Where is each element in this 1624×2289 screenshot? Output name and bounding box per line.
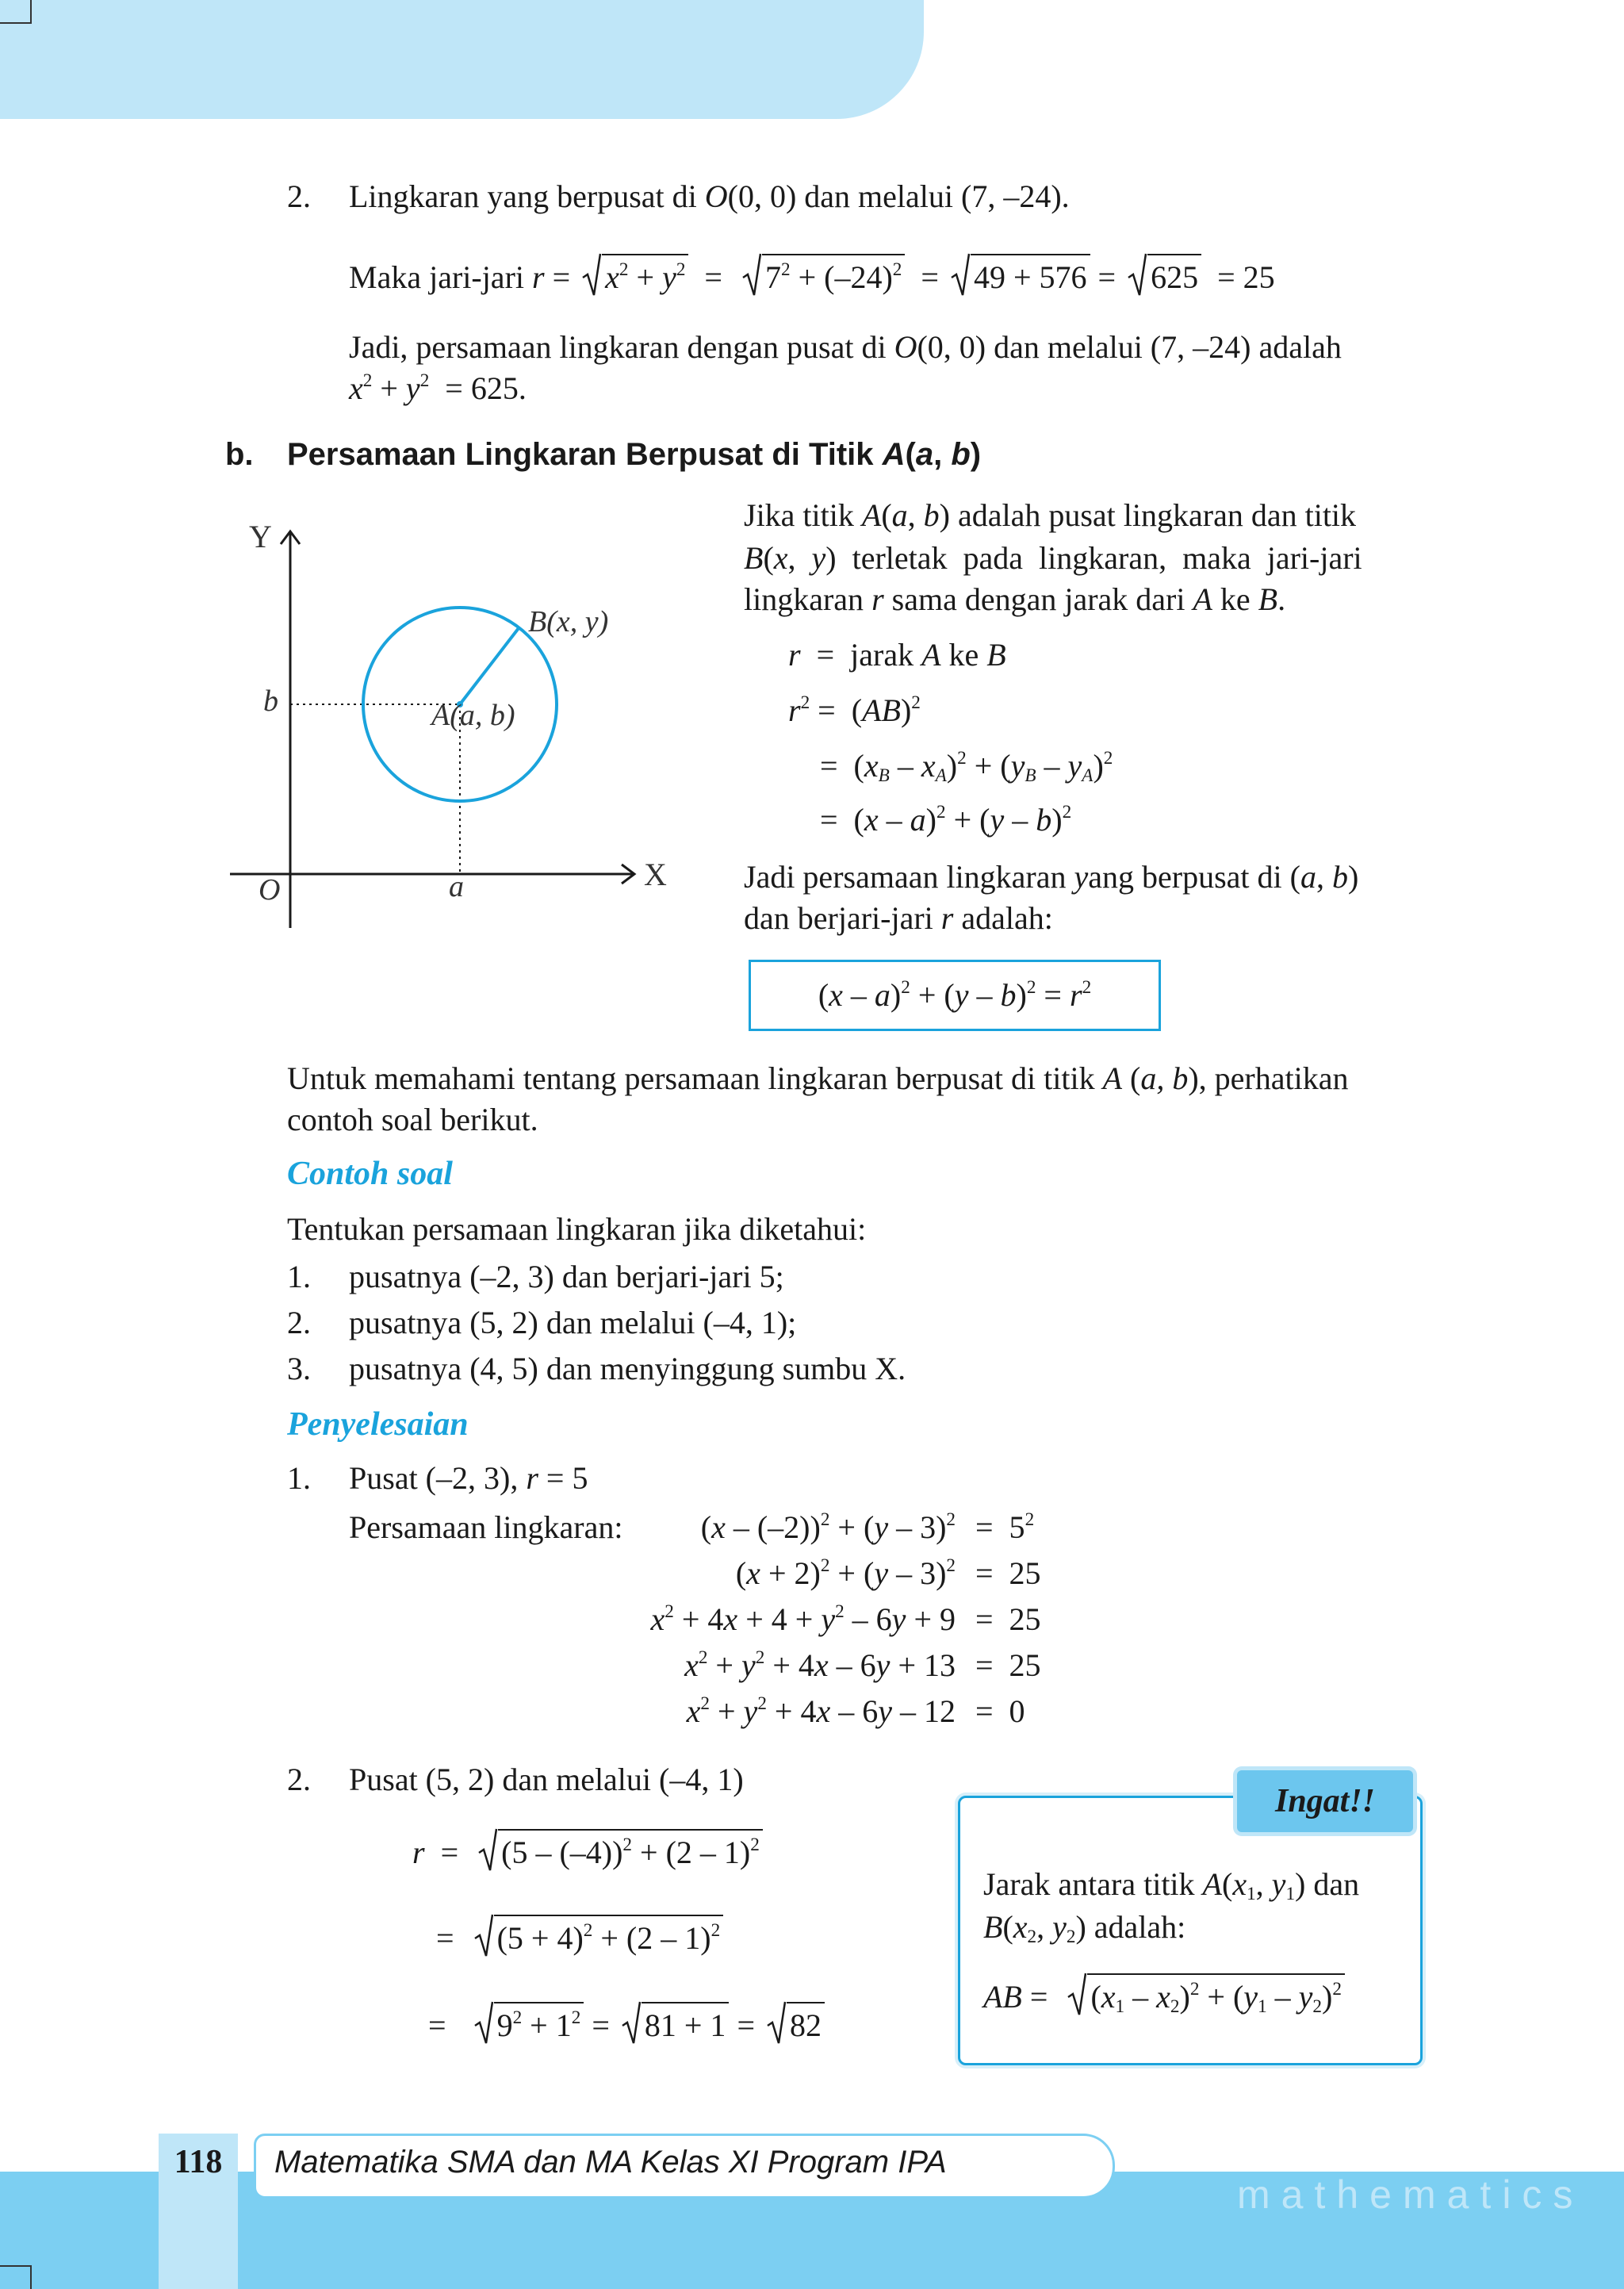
sqrt-radical: $(5 + 4)^2 + (2 - 1)^2$ (473, 1915, 724, 1959)
sqrt-radical: (5 – (–4))$^2$ + (2 – 1)$^2$ (477, 1829, 763, 1873)
label-point-A: A(a, b) (431, 699, 515, 732)
label-a: a (449, 870, 464, 903)
intro-line1: Untuk memahami tentang persamaan lingkaran berpusat di titik A (a, b), perhatikan (287, 1060, 1349, 1096)
solution1-eq1-lhs: (x – (–2))$^2$ + (y – 3)$^2$ (700, 1509, 956, 1545)
sqrt-radical: $(x_1 - x_2)^2 + (y_1 - y_2)^2$ (1067, 1973, 1345, 2018)
sqrt-radical: 82 (766, 2002, 825, 2046)
crop-mark (30, 0, 32, 24)
item2-conclusion: Jadi, persamaan lingkaran dengan pusat di O(0, 0) dan melalui (7, –24) adalah (349, 329, 1342, 365)
explain-conclusion1: Jadi persamaan lingkaran yang berpusat di (a, b) (744, 859, 1359, 895)
list-item-number: 2. (287, 1305, 311, 1340)
ingat-line2: $B(x_2$, $y_2$) adalah: (983, 1909, 1186, 1947)
item2-intro: Lingkaran yang berpusat di O(0, 0) dan melalui (7, –24). (349, 178, 1070, 214)
solution1-eq3-lhs: $x^2 + 4x + 4 + y^2 - 6y + 9$ (650, 1601, 956, 1637)
crop-mark (30, 2265, 32, 2289)
radius-line (460, 628, 519, 704)
solution2-eq2: = $(5 + 4)^2 + (2 - 1)^2$ (436, 1915, 723, 1959)
intro-line2: contoh soal berikut. (287, 1102, 538, 1137)
list-item-number: 3. (287, 1351, 311, 1386)
derivation-4: = (x – a)$^2$ + (y – b)$^2$ (820, 801, 1072, 838)
solution1-eq3-rhs: = 25 (975, 1601, 1041, 1637)
top-banner (0, 0, 924, 119)
solution2-eq1: r = (5 – (–4))$^2$ + (2 – 1)$^2$ (412, 1829, 763, 1873)
explain-line1: Jika titik A(a, b) adalah pusat lingkaran dan titik (744, 497, 1357, 533)
sqrt-radical: $7^2 + (-24)^2$ (741, 254, 905, 298)
solution1-eq5-lhs: $x^2 + y^2 + 4x - 6y - 12$ (686, 1693, 956, 1729)
page-number: 118 (174, 2144, 223, 2180)
solution1-eq1-rhs: = $5^2$ (975, 1509, 1035, 1545)
ingat-tag: Ingat!! (1237, 1770, 1413, 1832)
crop-mark (0, 2265, 32, 2267)
sqrt-radical: 625 (1127, 254, 1201, 298)
penyelesaian-heading: Penyelesaian (287, 1406, 469, 1443)
label-y-axis: Y (249, 519, 272, 554)
item2-conclusion-eq: $x^2 + y^2 = 625$. (349, 370, 527, 406)
label-b: b (263, 684, 278, 718)
label-x-axis: X (644, 857, 667, 892)
ingat-formula: AB = $(x_1 - x_2)^2 + (y_1 - y_2)^2$ (983, 1973, 1345, 2018)
radius-equation: Maka jari-jari r = $x^2 + y^2$ = $7^2 + (-24)^2$ = 49 + 576 = 625 = 25 (349, 254, 1275, 298)
solution2-eq3: = $9^2 + 1^2$ = 81 + 1 = 82 (428, 2002, 825, 2046)
solution1-head: Pusat (–2, 3), r = 5 (349, 1460, 588, 1496)
sqrt-radical: 49 + 576 (950, 254, 1090, 298)
circle-equation-box: $(x - a)^2 + (y - b)^2 = r^2$ (749, 960, 1161, 1031)
radius-result: = 25 (1217, 259, 1275, 295)
explain-line2: B(x, y) terletak pada lingkaran, maka jari-jari (744, 540, 1362, 576)
label-origin: O (259, 873, 281, 907)
explain-conclusion2: dan berjari-jari r adalah: (744, 900, 1053, 936)
solution1-eq4-rhs: = 25 (975, 1647, 1041, 1683)
section-b-label: b. (225, 437, 254, 472)
contoh-soal-heading: Contoh soal (287, 1156, 453, 1192)
derivation-1: r = jarak A ke B (788, 637, 1006, 673)
list-item: pusatnya (–2, 3) dan berjari-jari 5; (349, 1259, 784, 1294)
item2-number: 2. (287, 178, 311, 214)
sqrt-radical: $x^2 + y^2$ (581, 254, 688, 298)
solution1-eq2-rhs: = 25 (975, 1555, 1041, 1591)
solution2-number: 2. (287, 1762, 311, 1797)
list-item-number: 1. (287, 1259, 311, 1294)
solution1-eq2-lhs: $(x + 2)^2 + (y - 3)^2$ (735, 1555, 956, 1591)
derivation-2: $r^2 = (AB)^2$ (788, 692, 921, 728)
crop-mark (0, 22, 32, 24)
solution1-number: 1. (287, 1460, 311, 1496)
circle-diagram (222, 508, 698, 936)
list-item: pusatnya (5, 2) dan melalui (–4, 1); (349, 1305, 797, 1340)
solution1-eq5-rhs: = 0 (975, 1693, 1025, 1729)
sqrt-radical: $9^2 + 1^2$ (473, 2002, 584, 2046)
sqrt-radical: 81 + 1 (621, 2002, 730, 2046)
label-point-B: B(x, y) (528, 605, 609, 638)
solution1-eq4-lhs: $x^2 + y^2 + 4x - 6y + 13$ (684, 1647, 956, 1683)
derivation-3: = $(x_B - x_A)^2 + (y_B - y_A)^2$ (820, 747, 1113, 786)
contoh-soal-prompt: Tentukan persamaan lingkaran jika diketahui: (287, 1211, 867, 1247)
solution1-label: Persamaan lingkaran: (349, 1509, 623, 1545)
explain-line3: lingkaran r sama dengan jarak dari A ke B. (744, 581, 1286, 617)
list-item: pusatnya (4, 5) dan menyinggung sumbu X. (349, 1351, 906, 1386)
ingat-line1: Jarak antara titik $A(x_1$, $y_1$) dan (983, 1866, 1360, 1904)
footer-title: Matematika SMA dan MA Kelas XI Program IPA (274, 2145, 947, 2180)
footer-watermark: mathematics (1237, 2172, 1584, 2217)
section-b-title: Persamaan Lingkaran Berpusat di Titik A(a, b) (287, 437, 982, 472)
solution2-head: Pusat (5, 2) dan melalui (–4, 1) (349, 1762, 744, 1797)
